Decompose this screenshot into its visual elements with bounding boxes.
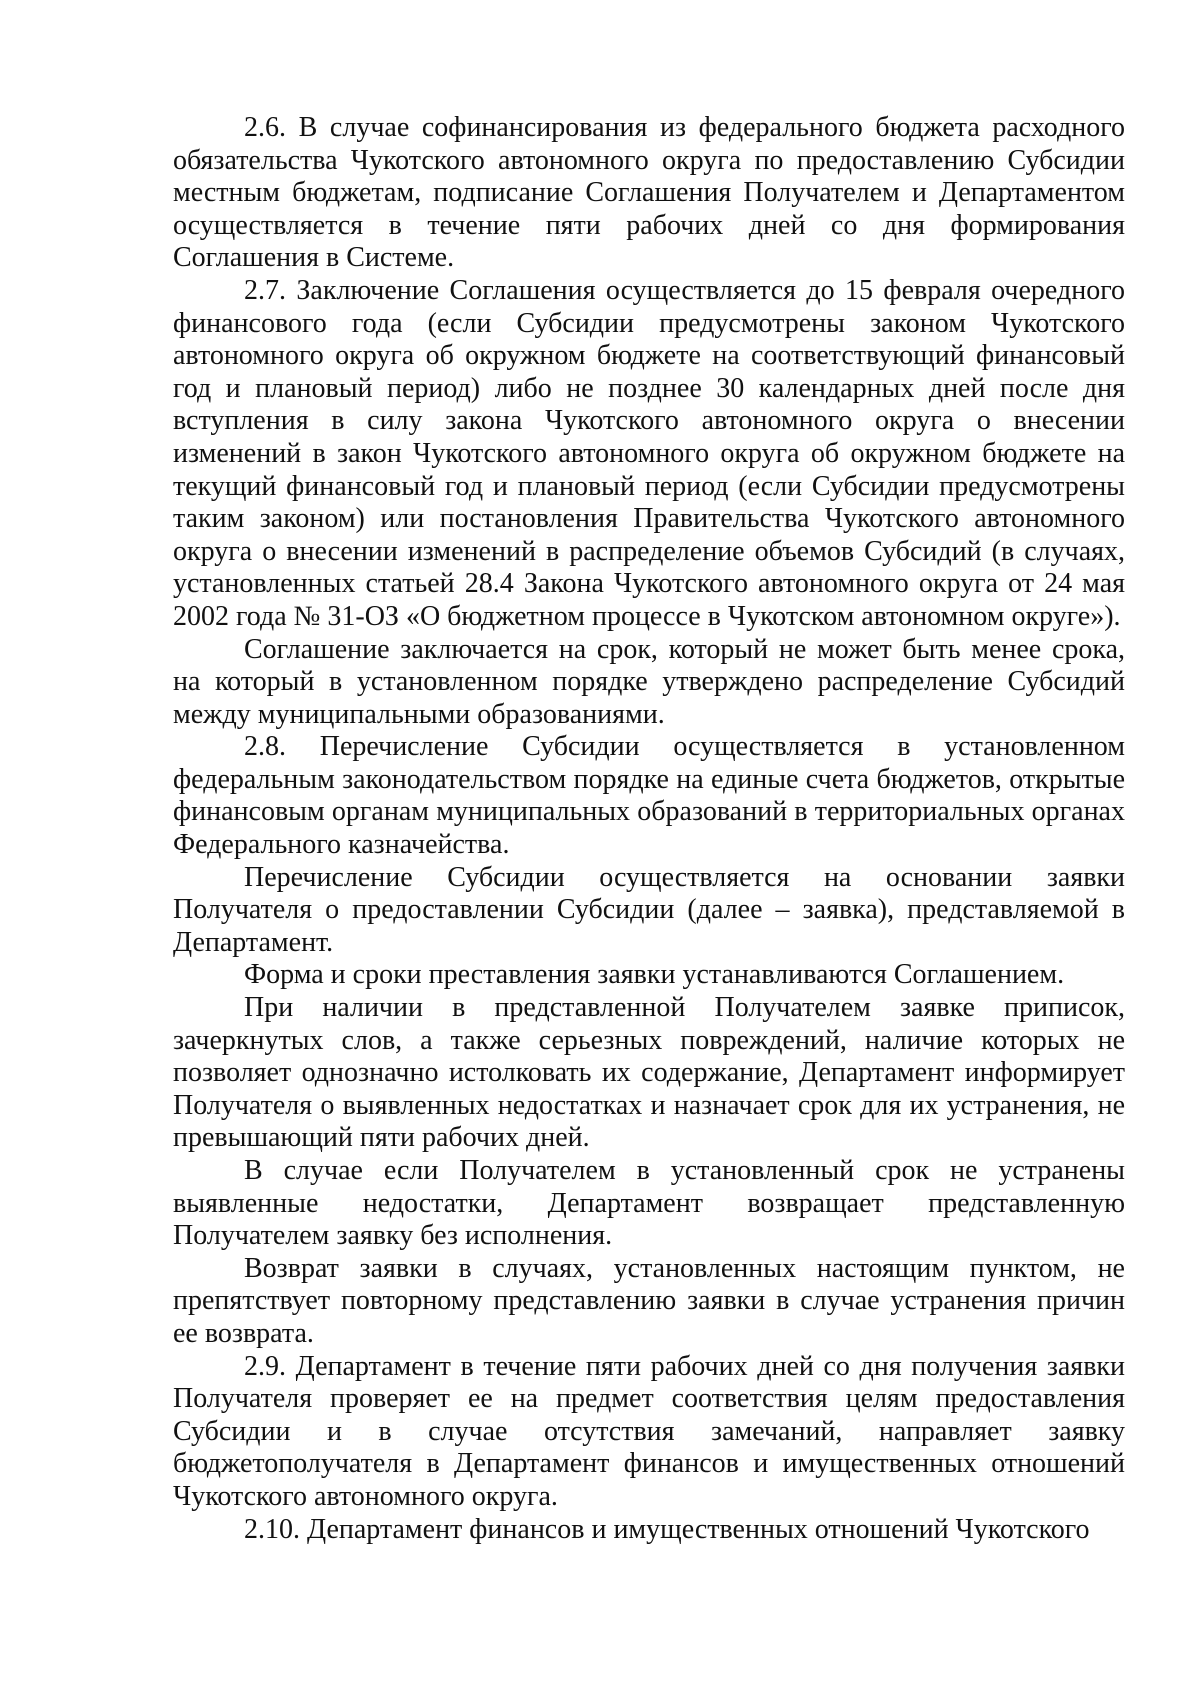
paragraph-application-defects: При наличии в представленной Получателем заявке приписок, зачеркнутых слов, а также серьезных повреждений, наличие которых не позволяет однозначно истолковать их содержание, Департамент информирует Получателя о выявленных недостатках и назначает срок для их устранения, не превышающий пяти рабочих дней. [173, 992, 1125, 1154]
paragraph-2-7: 2.7. Заключение Соглашения осуществляется до 15 февраля очередного финансового года (если Субсидии предусмотрены законом Чукотского автономного округа об окружном бюджете на соответствующий финансовый год и плановый период) либо не позднее 30 календарных дней после дня вступления в силу закона Чукотского автономного округа о внесении изменений в закон Чукотского автономного округа об окружном бюджете на текущий финансовый год и плановый период (если Субсидии предусмотрены таким законом) или постановления Правительства Чукотского автономного округа о внесении изменений в распределение объемов Субсидий (в случаях, установленных статьей 28.4 Закона Чукотского автономного округа от 24 мая 2002 года № 31-ОЗ «О бюджетном процессе в Чукотском автономном округе»). [173, 274, 1125, 632]
document-body [173, 112, 1125, 1546]
paragraph-2-8: 2.8. Перечисление Субсидии осуществляется в установленном федеральным законодательством порядке на единые счета бюджетов, открытые финансовым органам муниципальных образований в территориальных органах Федерального казначейства. [173, 731, 1125, 861]
paragraph-resubmission: Возврат заявки в случаях, установленных настоящим пунктом, не препятствует повторному представлению заявки в случае устранения причин ее возврата. [173, 1252, 1125, 1349]
paragraph-agreement-term: Соглашение заключается на срок, который не может быть менее срока, на который в установленном порядке утверждено распределение Субсидий между муниципальными образованиями. [173, 633, 1125, 730]
paragraph-transfer-basis: Перечисление Субсидии осуществляется на основании заявки Получателя о предоставлении Субсидии (далее – заявка), представляемой в Департамент. [173, 861, 1125, 958]
paragraph-2-9: 2.9. Департамент в течение пяти рабочих дней со дня получения заявки Получателя проверяет ее на предмет соответствия целям предоставления Субсидии и в случае отсутствия замечаний, направляет заявку бюджетополучателя в Департамент финансов и имущественных отношений Чукотского автономного округа. [173, 1350, 1125, 1512]
paragraph-2-6: 2.6. В случае софинансирования из федерального бюджета расходного обязательства Чукотского автономного округа по предоставлению Субсидии местным бюджетам, подписание Соглашения Получателем и Департаментом осуществляется в течение пяти рабочих дней со дня формирования Соглашения в Системе. [173, 112, 1125, 274]
paragraph-application-return: В случае если Получателем в установленный срок не устранены выявленные недостатки, Департамент возвращает представленную Получателем заявку без исполнения. [173, 1155, 1125, 1252]
paragraph-2-10: 2.10. Департамент финансов и имущественных отношений Чукотского [244, 1513, 1090, 1545]
paragraph-application-form: Форма и сроки преставления заявки устанавливаются Соглашением. [244, 959, 1065, 991]
